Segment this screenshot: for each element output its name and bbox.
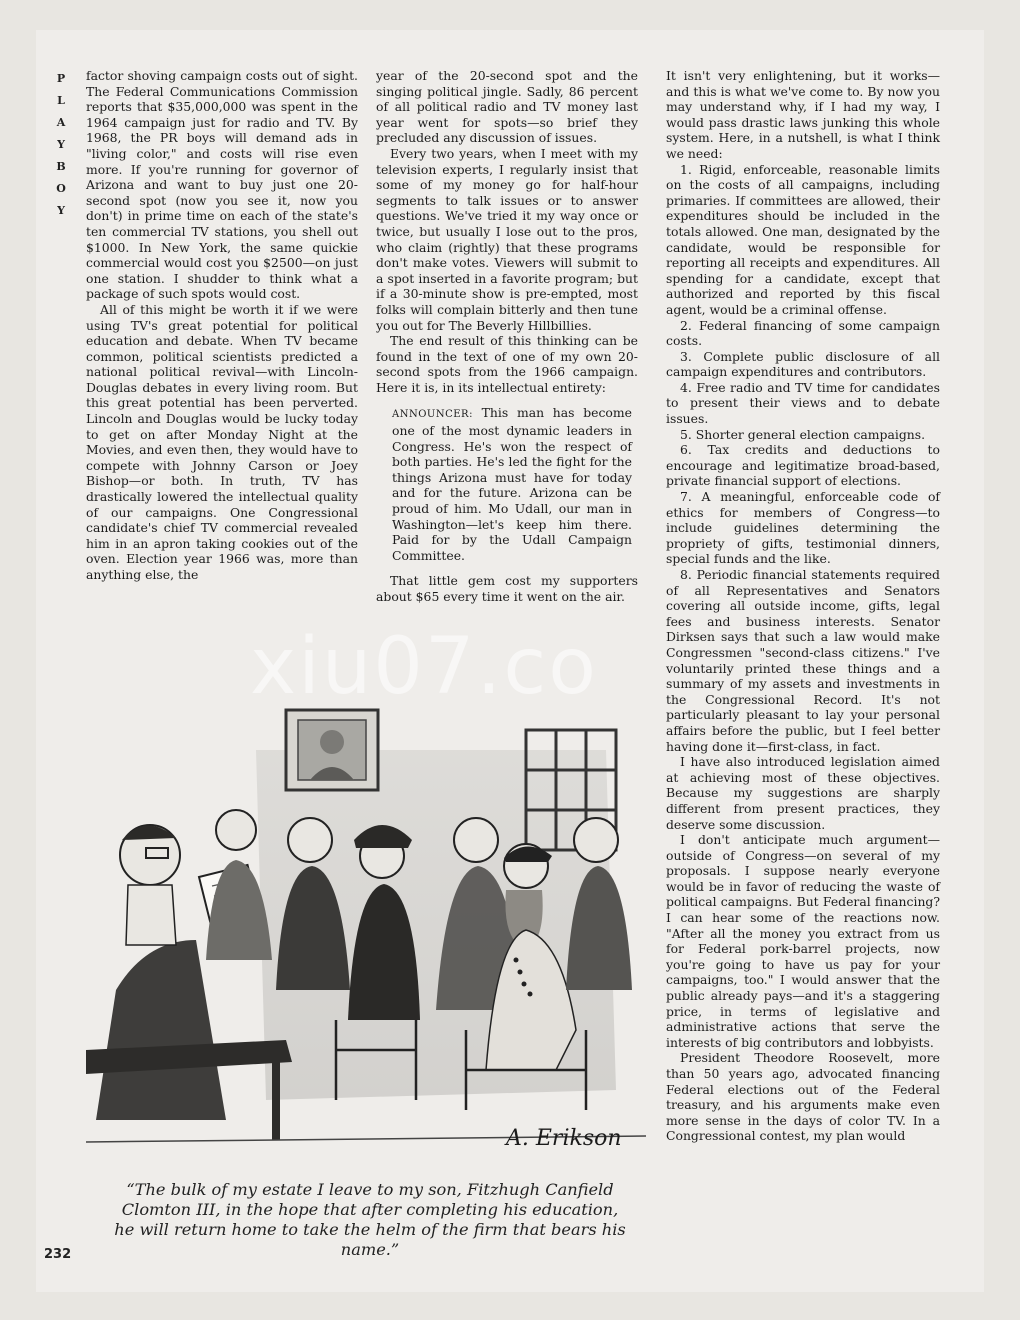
list-item: 3. Complete public disclosure of all campaign expenditures and contributors. xyxy=(666,348,940,380)
list-item: 7. A meaningful, enforceable code of ethics for members of Congress—to include guidelines determining the propriety of gifts, testimonial dinners, special funds and the like. xyxy=(666,489,940,567)
paragraph: year of the 20-second spot and the singing political jingle. Sadly, 86 percent of all political radio and TV money last year went for spots—so brief they precluded any discussion of issues. xyxy=(376,68,638,146)
paragraph: All of this might be worth it if we were using TV's great potential for political education and debate. When TV became common, political scientists predicted a national political revival—with Lincoln-Douglas debates in every living room. But this great potential has been perverted. Lincoln and Douglas would be lucky today to get on after Monday Night at the Movies, and even then, they would have to compete with Johnny Carson or Joey Bishop—or both. In truth, TV has drastically lowered the intellectual quality of our campaigns. One Congressional candidate's chief TV commercial revealed him in an apron taking cookies out of the oven. Election year 1966 was, more than anything else, the xyxy=(86,301,358,582)
cartoon-illustration xyxy=(86,690,646,1160)
magazine-letter: Y xyxy=(57,138,65,151)
artist-signature: A. Erikson xyxy=(506,1126,622,1151)
list-item: 5. Shorter general election campaigns. xyxy=(680,426,926,442)
list-item: 1. Rigid, enforceable, reasonable limits on the costs of all campaigns, including primaries. If committees are allowed, their expenditures should be included in the totals allowed. One man, designated by the candidate, would be responsible for reporting all receipts and expenditures. All spending for a candidate, except that authorized and reported by this fiscal agent, would be a criminal offense. xyxy=(666,161,940,317)
magazine-letter: L xyxy=(57,94,65,107)
paragraph: The end result of this thinking can be found in the text of one of my own 20-second spots from the 1966 campaign. Here it is, in its intellectual entirety: xyxy=(376,333,638,395)
announcer-text: This man has become one of the most dynamic leaders in Congress. He's won the respect of both parties. He's led the fight for the things Arizona must have for today and for the future. Arizona can be proud of him. Mo Udall, our man in Washington—let's keep him there. Paid for by the Udall Campaign Committee. xyxy=(392,405,632,563)
watermark: xiu07.co xyxy=(250,622,598,712)
paragraph: factor shoving campaign costs out of sight. The Federal Communications Commission reports that $35,000,000 was spent in the 1964 campaign just for radio and TV. By 1968, the PR boys will demand ads in "living color," and costs will rise even more. If you're running for governor of Arizona and want to buy just one 20-second spot (now you see it, now you don't) in prime time on each of the state's ten commercial TV stations, you shell out $1000. In New York, the same quickie commercial would cost you $2500—on just one station. I shudder to think what a package of such spots would cost. xyxy=(86,68,358,302)
paragraph: I don't anticipate much argument—outside of Congress—on several of my proposals. I suppose nearly everyone would be in favor of reducing the waste of political campaigns. But Federal financing? I can hear some of the reactions now. "After all the money you extract from us for Federal pork-barrel projects, now you're going to have us pay for your campaigns, too." I would answer that the public already pays—and it's a staggering price, in terms of legislative and administrative actions that serve the interests of big contributors and lobbyists. xyxy=(666,832,940,1050)
magazine-name-vertical xyxy=(52,68,70,222)
list-item: 6. Tax credits and deductions to encourage and legitimatize broad-based, private financial support of elections. xyxy=(666,442,940,489)
magazine-letter: P xyxy=(56,72,66,85)
announcer-label: ANNOUNCER: xyxy=(392,409,473,421)
page-number: 232 xyxy=(44,1247,72,1262)
magazine-letter: B xyxy=(56,160,66,173)
list-item: 4. Free radio and TV time for candidates to present their views and to debate issues. xyxy=(666,379,940,427)
framed-portrait xyxy=(286,710,378,790)
announcer-quote xyxy=(392,405,638,563)
list-item: 8. Periodic financial statements required of all Representatives and Senators covering all outside income, gifts, legal fees and business interests. Senator Dirksen says that such a law would make Congressmen "second-class citizens." I've voluntarily printed these things and a summary of my assets and investments in the Congressional Record. It's not particularly pleasant to lay your personal affairs before the public, but I feel better having done it—first-class, in fact. xyxy=(666,567,940,754)
magazine-letter: Y xyxy=(57,204,65,217)
list-item: 2. Federal financing of some campaign costs. xyxy=(666,317,940,349)
text-column-2 xyxy=(376,68,638,605)
paragraph: That little gem cost my supporters about $65 every time it went on the air. xyxy=(376,573,638,604)
paragraph: Every two years, when I meet with my television experts, I regularly insist that some of my money go for half-hour segments to talk issues or to answer questions. We've tried it my way once or twice, but usually I lose out to the pros, who claim (rightly) that these programs don't make votes. Viewers will submit to a spot inserted in a favorite program; but if a 30-minute show is pre-empted, most folks will complain bitterly and then tune you out for The Beverly Hillbillies. xyxy=(376,145,638,333)
paragraph: I have also introduced legislation aimed at achieving most of these objectives. Because my suggestions are sharply different from present practices, they deserve some discussion. xyxy=(666,754,940,832)
text-column-1 xyxy=(86,68,358,583)
magazine-letter: A xyxy=(56,116,66,129)
text-column-3 xyxy=(666,68,940,1144)
magazine-letter: O xyxy=(56,182,66,195)
cartoon-caption: “The bulk of my estate I leave to my son, Fitzhugh Canfield Clomton III, in the hope that after completing his education, he will return home to take the helm of the firm that bears his name.” xyxy=(114,1180,626,1259)
paragraph: President Theodore Roosevelt, more than 50 years ago, advocated financing Federal elections out of the Federal treasury, and his arguments make even more sense in the days of color TV. In a Congressional contest, my plan would xyxy=(666,1050,940,1144)
paragraph: It isn't very enlightening, but it works—and this is what we've come to. By now you may understand why, if I had my way, I would pass drastic laws junking this whole system. Here, in a nutshell, is what I think we need: xyxy=(666,68,940,161)
